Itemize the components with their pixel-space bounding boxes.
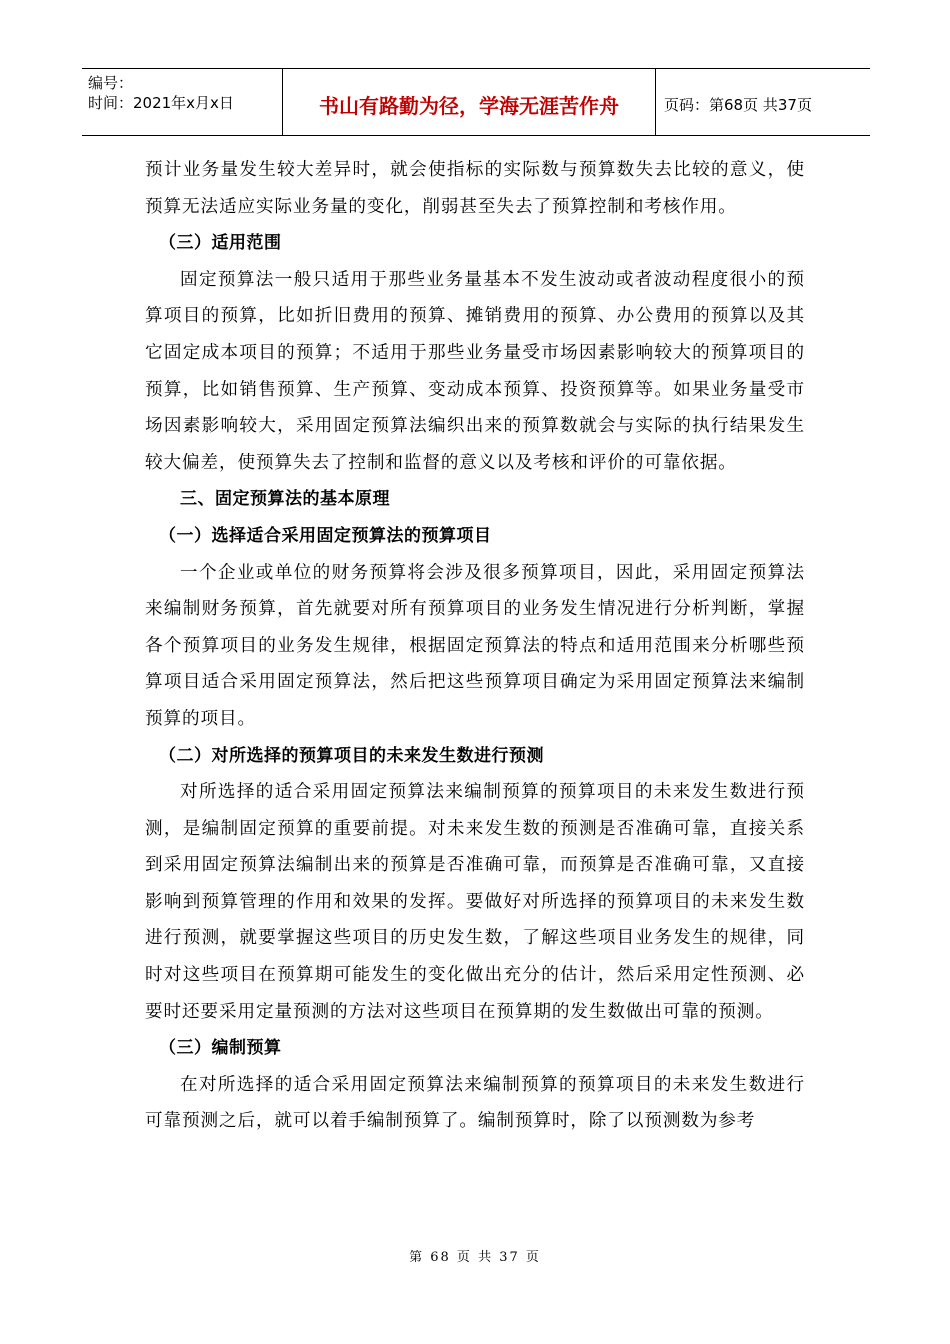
paragraph: 一个企业或单位的财务预算将会涉及很多预算项目，因此，采用固定预算法来编制财务预算，首先就要对所有预算项目的业务发生情况进行分析判断，掌握各个预算项目的业务发生规律，根据固定预算法的特点和适用范围来分析哪些预算项目适合采用固定预算法，然后把这些预算项目确定为采用固定预算法来编制预算的项目。 — [145, 562, 805, 729]
section-heading: 三、固定预算法的基本原理 — [180, 489, 390, 510]
paragraph: 对所选择的适合采用固定预算法来编制预算的预算项目的未来发生数进行预测，是编制固定预算的重要前提。对未来发生数的预测是否准确可靠，直接关系到采用固定预算法编制出来的预算是否准确可靠，而预算是否准确可靠，又直接影响到预算管理的作用和效果的发挥。要做好对所选择的预算项目的未来发生数进行预测，就要掌握这些项目的历史发生数，了解这些项目业务发生的规律，同时对这些项目在预算期可能发生的变化做出充分的估计，然后采用定性预测、必要时还要采用定量预测的方法对这些项目在预算期的发生数做出可靠的预测。 — [145, 782, 805, 1022]
paragraph: 在对所选择的适合采用固定预算法来编制预算的预算项目的未来发生数进行可靠预测之后，就可以着手编制预算了。编制预算时，除了以预测数为参考 — [145, 1074, 805, 1132]
section-heading: （二）对所选择的预算项目的未来发生数进行预测 — [159, 745, 544, 766]
page-footer: 第 68 页 共 37 页 — [409, 1250, 541, 1265]
page-header — [82, 68, 870, 136]
header-motto: 书山有路勤为径，学海无涯苦作舟 — [283, 69, 656, 135]
paragraph: 固定预算法一般只适用于那些业务量基本不发生波动或者波动程度很小的预算项目的预算，比如折旧费用的预算、摊销费用的预算、办公费用的预算以及其它固定成本项目的预算；不适用于那些业务量受市场因素影响较大的预算项目的预算，比如销售预算、生产预算、变动成本预算、投资预算等。如果业务量受市场因素影响较大，采用固定预算法编织出来的预算数就会与实际的执行结果发生较大偏差，使预算失去了控制和监督的意义以及考核和评价的可靠依据。 — [145, 269, 805, 473]
document-body — [145, 152, 805, 1140]
header-page-number: 页码：第68页 共37页 — [664, 95, 812, 114]
paragraph: 预计业务量发生较大差异时，就会使指标的实际数与预算数失去比较的意义，使预算无法适应实际业务量的变化，削弱甚至失去了预算控制和考核作用。 — [145, 160, 805, 217]
document-date-label: 时间：2021年x月x日 — [88, 94, 234, 112]
header-meta-cell — [82, 69, 283, 135]
document-number-label: 编号： — [88, 74, 134, 92]
section-heading: （一）选择适合采用固定预算法的预算项目 — [159, 525, 492, 546]
section-heading: （三）适用范围 — [159, 233, 282, 254]
section-heading: （三）编制预算 — [159, 1038, 282, 1059]
